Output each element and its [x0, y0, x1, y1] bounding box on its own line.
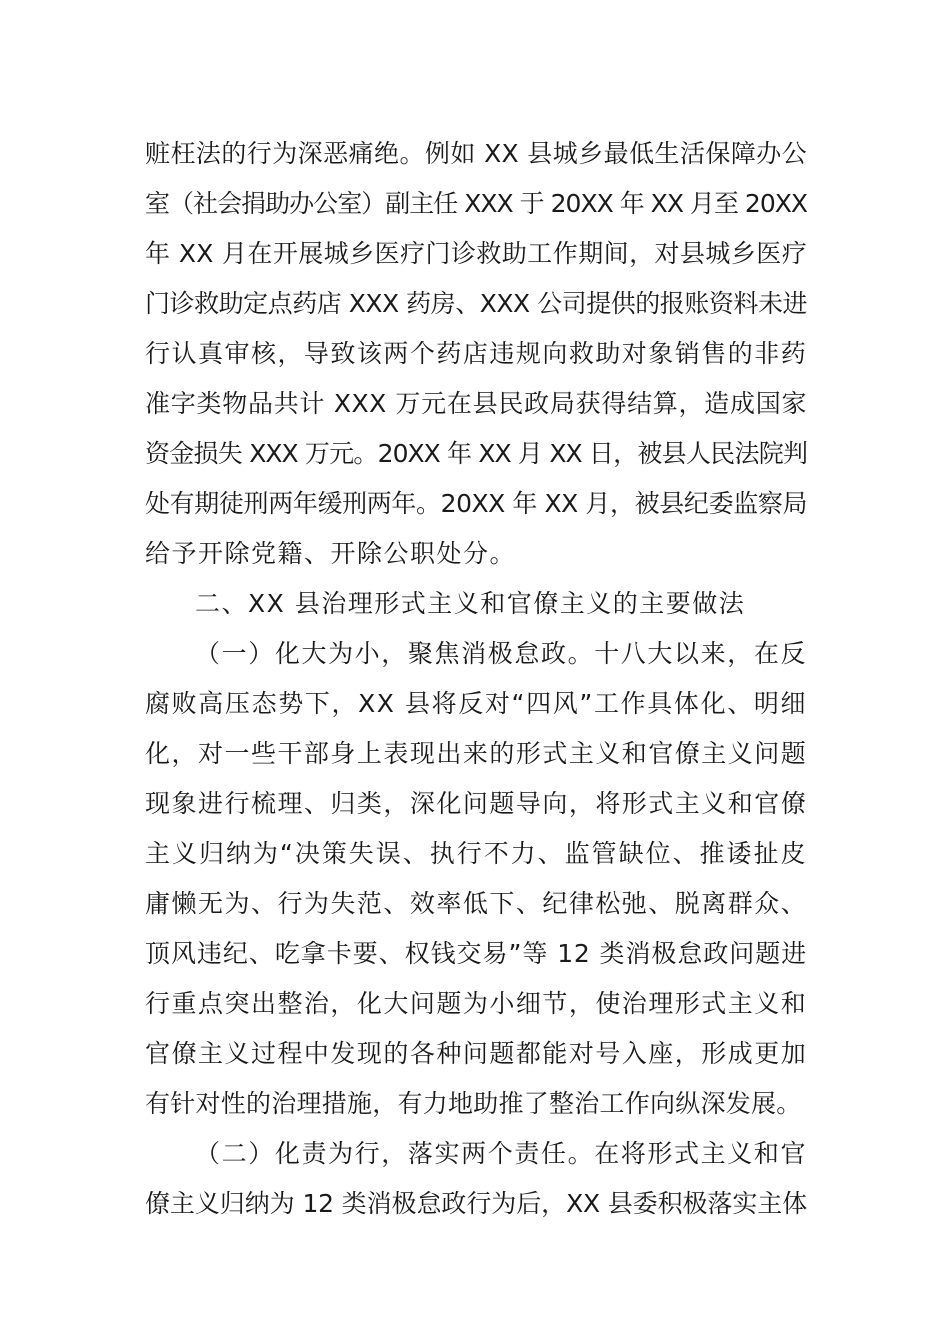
text-line: 资金损失 XXX 万元。20XX 年 XX 月 XX 日，被县人民法院判: [145, 439, 807, 468]
text-line: 给予开除党籍、开除公职处分。: [145, 539, 517, 568]
text-line: （一）化大为小，聚焦消极怠政。十八大以来，在反: [195, 639, 807, 668]
text-line: 年 XX 月在开展城乡医疗门诊救助工作期间，对县城乡医疗: [145, 239, 807, 268]
text-line: 门诊救助定点药店 XXX 药房、XXX 公司提供的报账资料未进: [145, 289, 807, 318]
text-line: 行认真审核，导致该两个药店违规向救助对象销售的非药: [145, 339, 807, 368]
text-line: 官僚主义过程中发现的各种问题都能对号入座，形成更加: [145, 1039, 807, 1068]
text-line: 庸懒无为、行为失范、效率低下、纪律松弛、脱离群众、: [145, 889, 807, 918]
paragraph-subsection-2: [145, 1129, 807, 1229]
document-body: [145, 129, 807, 1229]
text-line: 有针对性的治理措施，有力地助推了整治工作向纵深发展。: [145, 1089, 802, 1118]
text-line: 腐败高压态势下，XX 县将反对“四风”工作具体化、明细: [145, 689, 807, 718]
paragraph-subsection-1: [145, 629, 807, 1129]
text-line: 准字类物品共计 XXX 万元在县民政局获得结算，造成国家: [145, 389, 807, 418]
paragraph-corruption-case: [145, 129, 807, 579]
text-line: 行重点突出整治，化大问题为小细节，使治理形式主义和: [145, 989, 807, 1018]
text-line: 主义归纳为“决策失误、执行不力、监管缺位、推诿扯皮: [145, 839, 807, 868]
text-line: 现象进行梳理、归类，深化问题导向，将形式主义和官僚: [145, 789, 807, 818]
text-line: 处有期徒刑两年缓刑两年。20XX 年 XX 月，被县纪委监察局: [145, 489, 807, 518]
text-line: 室（社会捐助办公室）副主任 XXX 于 20XX 年 XX 月至 20XX: [145, 189, 807, 218]
text-line: 赃枉法的行为深恶痛绝。例如 XX 县城乡最低生活保障办公: [145, 139, 807, 168]
text-line: 僚主义归纳为 12 类消极怠政行为后，XX 县委积极落实主体: [145, 1189, 807, 1218]
section-heading: [145, 579, 807, 629]
text-line: （二）化责为行，落实两个责任。在将形式主义和官: [195, 1139, 807, 1168]
heading-text: 二、XX 县治理形式主义和官僚主义的主要做法: [195, 589, 746, 618]
text-line: 化，对一些干部身上表现出来的形式主义和官僚主义问题: [145, 739, 807, 768]
text-line: 顶风违纪、吃拿卡要、权钱交易”等 12 类消极怠政问题进: [145, 939, 807, 968]
